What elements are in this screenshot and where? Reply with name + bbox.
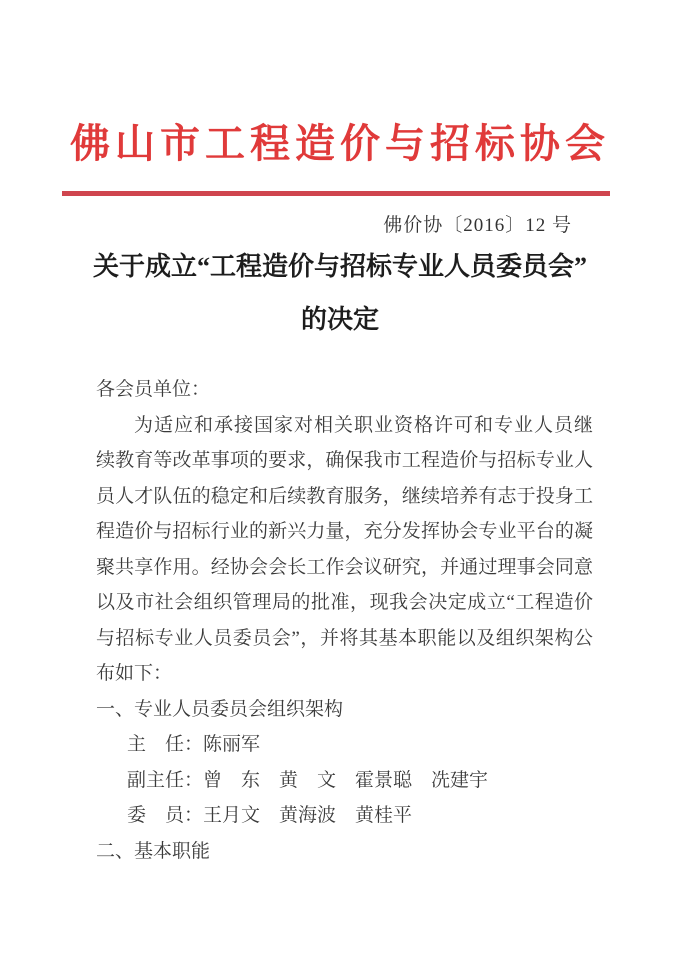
role-names-deputy-directors: 曾 东 黄 文 霍景聪 冼建宇 <box>203 769 489 791</box>
role-names-members: 王月文 黄海波 黄桂平 <box>203 805 413 826</box>
role-names-director: 陈丽军 <box>203 734 261 755</box>
role-line-director <box>96 727 593 763</box>
salutation-line: 各会员单位： <box>96 379 211 400</box>
document-title <box>0 248 680 337</box>
section-1-heading: 一、专业人员委员会组织架构 <box>96 698 344 720</box>
document-body <box>96 372 593 869</box>
role-label-director: 主 任： <box>127 734 204 755</box>
document-reference-number: 佛价协〔2016〕12 号 <box>383 215 572 236</box>
paragraph-line: 为适应和承接国家对相关职业资格许可和专业人员继 <box>134 414 593 436</box>
document-title-line-2: 的决定 <box>300 305 379 334</box>
role-line-deputy-directors <box>96 763 593 799</box>
red-divider-line <box>62 191 610 196</box>
paragraph-line: 员人才队伍的稳定和后续教育服务，继续培养有志于投身工 <box>96 485 593 507</box>
paragraph-line: 与招标专业人员委员会”，并将其基本职能以及组织架构公 <box>96 627 593 649</box>
role-line-members <box>96 798 593 834</box>
issuing-org-title: 佛山市工程造价与招标协会 <box>70 121 610 166</box>
document-title-line-1: 关于成立“工程造价与招标专业人员委员会” <box>92 252 587 281</box>
section-2-heading: 二、基本职能 <box>96 840 211 862</box>
paragraph-line: 以及市社会组织管理局的批准，现我会决定成立“工程造价 <box>96 592 593 613</box>
role-label-deputy-directors: 副主任： <box>127 769 204 791</box>
paragraph-line: 续教育等改革事项的要求，确保我市工程造价与招标专业人 <box>96 450 593 471</box>
paragraph-line: 程造价与招标行业的新兴力量，充分发挥协会专业平台的凝 <box>96 521 593 542</box>
paragraph-line: 布如下： <box>96 663 173 684</box>
paragraph-line: 聚共享作用。经协会会长工作会议研究，并通过理事会同意 <box>96 556 593 578</box>
role-label-members: 委 员： <box>127 805 204 826</box>
